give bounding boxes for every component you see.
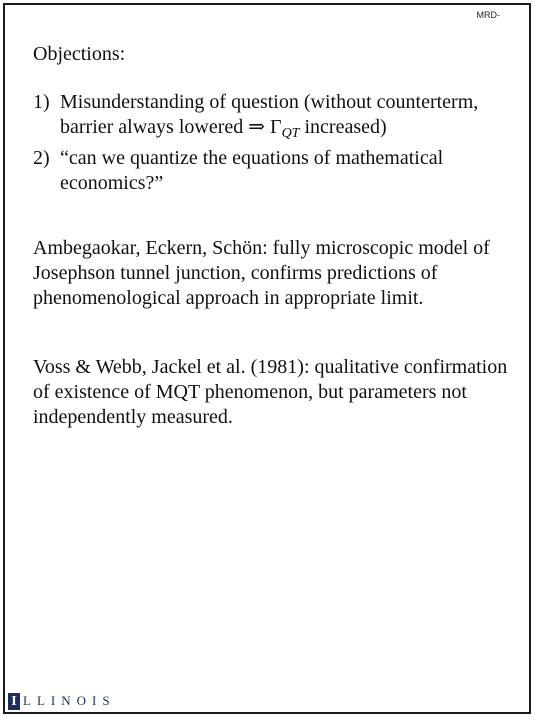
objection-item-2 (33, 146, 520, 196)
paragraph-microscopic-model: Ambegaokar, Eckern, Schön: fully microscopic model of Josephson tunnel junction, confirms predictions of phenomenological approach in appropriate limit. (33, 237, 490, 309)
illinois-logo-mark: I (8, 693, 20, 710)
objection-number-1: 1) (33, 91, 50, 113)
objection-text-1-part-b: increased) (299, 116, 387, 138)
illinois-logo (8, 692, 116, 710)
objection-text-2: “can we quantize the equations of mathematical economics?” (60, 147, 444, 194)
illinois-logo-text: LLINOIS (23, 693, 116, 708)
slide-id: MRD- (476, 10, 500, 20)
paragraph-experimental-confirmation: Voss & Webb, Jackel et al. (1981): qualitative confirmation of existence of MQT phenomenon, but parameters not independently measured. (33, 356, 508, 428)
objections-heading: Objections: (33, 43, 126, 65)
objections-list (33, 90, 520, 196)
gamma-subscript: QT (281, 126, 300, 141)
gamma-symbol: Γ (270, 116, 282, 138)
objection-item-1 (33, 90, 520, 146)
objection-text-1-part-a: Misunderstanding of question (without counterterm, barrier always lowered ⇒ (60, 91, 479, 138)
objection-text-1 (60, 90, 520, 146)
objection-number-2: 2) (33, 147, 50, 169)
